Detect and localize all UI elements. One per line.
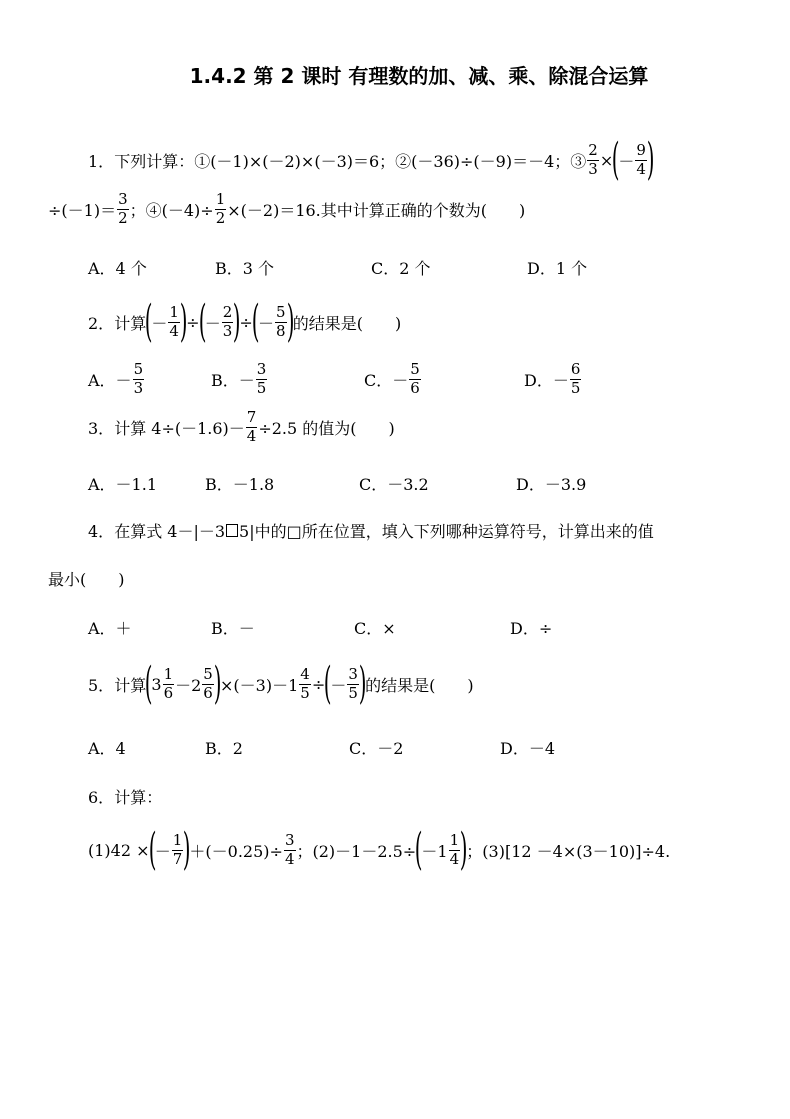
question-2-fraction-3 xyxy=(275,302,287,340)
left-paren: ( xyxy=(148,824,156,875)
question-5-option-c[interactable]: C．－2 xyxy=(349,739,404,758)
fraction-denominator: 6 xyxy=(410,378,420,397)
right-paren: ) xyxy=(213,658,222,709)
fraction-denominator: 6 xyxy=(163,683,174,702)
question-4-text-a: 在算式 4－|－3 xyxy=(114,522,226,541)
blank-box-icon xyxy=(226,524,238,537)
fraction-numerator: 1 xyxy=(449,830,460,849)
fraction-numerator: 1 xyxy=(215,190,226,208)
divide-sign: ÷ xyxy=(311,674,326,694)
question-3-text-a: 计算 4÷(－1.6)－ xyxy=(114,418,245,438)
question-6-line-1 xyxy=(88,785,162,808)
option-fraction xyxy=(570,362,582,397)
question-6-part-3: ；(3)[12 －4×(3－10)]÷4. xyxy=(466,841,671,861)
fraction-denominator: 5 xyxy=(256,378,267,397)
fraction-numerator: 5 xyxy=(203,664,213,683)
fraction-numerator: 4 xyxy=(300,664,310,683)
question-2-option-a[interactable] xyxy=(88,362,145,397)
question-3-option-a[interactable]: A．－1.1 xyxy=(88,475,158,494)
option-label: C．－ xyxy=(364,370,409,390)
question-1-option-a[interactable]: A．4 个 xyxy=(88,259,147,278)
fraction-numerator: 1 xyxy=(169,302,179,321)
question-5-fraction-4 xyxy=(347,664,359,702)
left-paren: ( xyxy=(198,296,206,347)
question-4-option-b[interactable]: B．－ xyxy=(211,619,255,638)
fraction-denominator: 7 xyxy=(172,849,183,868)
question-4-option-d[interactable]: D．÷ xyxy=(510,619,553,638)
question-5-number: 5． xyxy=(88,675,115,695)
question-5-fraction-1 xyxy=(163,664,175,702)
fraction-numerator: 5 xyxy=(276,302,286,321)
question-5-option-a[interactable]: A．4 xyxy=(88,739,126,758)
right-paren: ) xyxy=(286,296,295,347)
question-2-option-d[interactable] xyxy=(524,362,582,397)
fraction-denominator: 4 xyxy=(169,321,179,340)
question-1-option-b[interactable]: B．3 个 xyxy=(215,259,275,278)
fraction-denominator: 3 xyxy=(588,159,598,178)
question-5-text-c: 的结果是( ) xyxy=(365,675,474,695)
fraction-denominator: 8 xyxy=(276,321,286,340)
question-4-line-1 xyxy=(88,519,654,542)
question-2-text-a: 计算 xyxy=(114,313,147,333)
question-4-number: 4． xyxy=(88,522,115,541)
fraction-denominator: 3 xyxy=(222,321,233,340)
option-fraction xyxy=(256,362,268,397)
mixed-whole: 3 xyxy=(151,674,162,694)
right-paren: ) xyxy=(459,824,468,875)
question-6-fraction-2 xyxy=(284,830,296,868)
fraction-numerator: 5 xyxy=(410,360,420,378)
left-paren: ( xyxy=(414,824,423,875)
question-2-fraction-2 xyxy=(222,302,234,340)
question-6-expressions xyxy=(88,824,671,875)
fraction-numerator: 3 xyxy=(256,360,267,378)
question-1-text-e: ×(－2)＝16.其中计算正确的个数为( ) xyxy=(227,200,526,220)
fraction-denominator: 4 xyxy=(284,849,295,868)
question-5-option-d[interactable]: D．－4 xyxy=(500,739,556,758)
question-1-option-d[interactable]: D．1 个 xyxy=(527,259,588,278)
right-paren: ) xyxy=(232,296,241,347)
question-2-option-c[interactable] xyxy=(364,362,422,397)
option-fraction xyxy=(133,362,145,397)
right-paren: ) xyxy=(182,824,191,875)
question-4-line-2: 最小( ) xyxy=(48,570,125,589)
question-6-fraction-3 xyxy=(449,830,461,868)
left-paren: ( xyxy=(611,134,620,185)
option-label: B．－ xyxy=(211,370,255,390)
question-6-text-a: 计算： xyxy=(114,788,163,807)
question-2-option-b[interactable] xyxy=(211,362,268,397)
question-6-part-2-a: ；(2)－1－2.5÷ xyxy=(296,841,417,861)
minus-sign: － xyxy=(154,841,171,861)
question-1-option-c[interactable]: C．2 个 xyxy=(371,259,431,278)
right-paren: ) xyxy=(646,134,655,185)
fraction-numerator: 3 xyxy=(118,190,128,208)
question-6-part-1-b: ＋(－0.25)÷ xyxy=(189,841,283,861)
fraction-denominator: 5 xyxy=(348,683,358,702)
fraction-denominator: 5 xyxy=(300,683,310,702)
question-1-text-d: ；④(－4)÷ xyxy=(129,200,214,220)
question-3-line xyxy=(88,410,395,445)
question-4-option-a[interactable]: A．＋ xyxy=(88,619,132,638)
option-label: D．－ xyxy=(524,370,569,390)
fraction-denominator: 3 xyxy=(133,378,144,397)
question-2-number: 2． xyxy=(88,313,115,333)
question-3-number: 3． xyxy=(88,418,115,438)
question-1-fraction-1 xyxy=(587,140,599,178)
question-4-option-c[interactable]: C．× xyxy=(354,619,396,638)
minus-sign: － xyxy=(330,675,347,695)
fraction-numerator: 7 xyxy=(246,408,257,426)
fraction-numerator: 9 xyxy=(636,140,646,159)
left-paren: ( xyxy=(323,658,332,709)
fraction-numerator: 3 xyxy=(348,664,358,683)
question-5-option-b[interactable]: B．2 xyxy=(205,739,243,758)
fraction-numerator: 1 xyxy=(163,664,174,683)
question-2-line xyxy=(88,296,402,347)
question-3-option-b[interactable]: B．－1.8 xyxy=(205,475,275,494)
question-1-fraction-4 xyxy=(215,192,227,227)
right-paren: ) xyxy=(358,658,367,709)
fraction-numerator: 3 xyxy=(284,830,295,849)
fraction-denominator: 5 xyxy=(570,378,581,397)
question-3-option-c[interactable]: C．－3.2 xyxy=(359,475,429,494)
fraction-denominator: 6 xyxy=(203,683,213,702)
fraction-numerator: 2 xyxy=(588,140,598,159)
fraction-denominator: 2 xyxy=(215,208,226,227)
option-label: A．－ xyxy=(88,370,132,390)
question-3-option-d[interactable]: D．－3.9 xyxy=(516,475,587,494)
left-paren: ( xyxy=(251,296,260,347)
question-1-text-a: 下列计算：①(－1)×(－2)×(－3)＝6；②(－36)÷(－9)＝－4；③ xyxy=(114,151,587,171)
question-1-text-c: ÷(－1)＝ xyxy=(48,200,117,220)
fraction-denominator: 2 xyxy=(118,208,128,227)
left-paren: ( xyxy=(144,296,153,347)
question-5-line xyxy=(88,658,474,709)
question-3-fraction xyxy=(246,410,258,445)
question-5-text-b: ×(－3)－1 xyxy=(220,675,299,695)
question-1-line-1 xyxy=(88,134,655,185)
question-5-fraction-3 xyxy=(299,664,311,702)
question-1-line-2 xyxy=(48,192,525,227)
right-paren: ) xyxy=(179,296,188,347)
minus-sign: － xyxy=(204,313,221,333)
fraction-denominator: 4 xyxy=(636,159,646,178)
question-4-text-b: 5|中的□所在位置，填入下列哪种运算符号，计算出来的值 xyxy=(239,522,654,541)
question-1-text-b: × xyxy=(599,150,614,170)
left-paren: ( xyxy=(144,658,153,709)
fraction-numerator: 6 xyxy=(570,360,581,378)
question-3-text-b: ÷2.5 的值为( ) xyxy=(258,418,395,438)
minus-sign: － xyxy=(258,313,275,333)
option-fraction xyxy=(409,362,421,397)
question-5-fraction-2 xyxy=(202,664,214,702)
page-title: 1.4.2 第 2 课时 有理数的加、减、乘、除混合运算 xyxy=(189,64,649,88)
fraction-numerator: 2 xyxy=(222,302,233,321)
minus-sign: － xyxy=(151,313,168,333)
question-1-fraction-3 xyxy=(117,192,129,227)
question-5-mid: －2 xyxy=(175,675,202,695)
question-1-fraction-2 xyxy=(635,140,647,178)
divide-sign: ÷ xyxy=(186,312,200,332)
question-1-number: 1． xyxy=(88,151,115,171)
question-6-number: 6． xyxy=(88,788,115,807)
fraction-denominator: 4 xyxy=(246,426,257,445)
question-5-text-a: 计算 xyxy=(114,675,147,695)
question-6-fraction-1 xyxy=(172,830,184,868)
mixed-whole: －1 xyxy=(421,841,448,861)
minus-sign: － xyxy=(618,151,635,171)
question-2-fraction-1 xyxy=(168,302,180,340)
divide-sign: ÷ xyxy=(239,312,253,332)
question-6-part-1-a: (1)42 × xyxy=(88,840,150,860)
fraction-numerator: 1 xyxy=(172,830,183,849)
question-2-text-b: 的结果是( ) xyxy=(292,313,402,333)
fraction-denominator: 4 xyxy=(449,849,460,868)
fraction-numerator: 5 xyxy=(133,360,144,378)
